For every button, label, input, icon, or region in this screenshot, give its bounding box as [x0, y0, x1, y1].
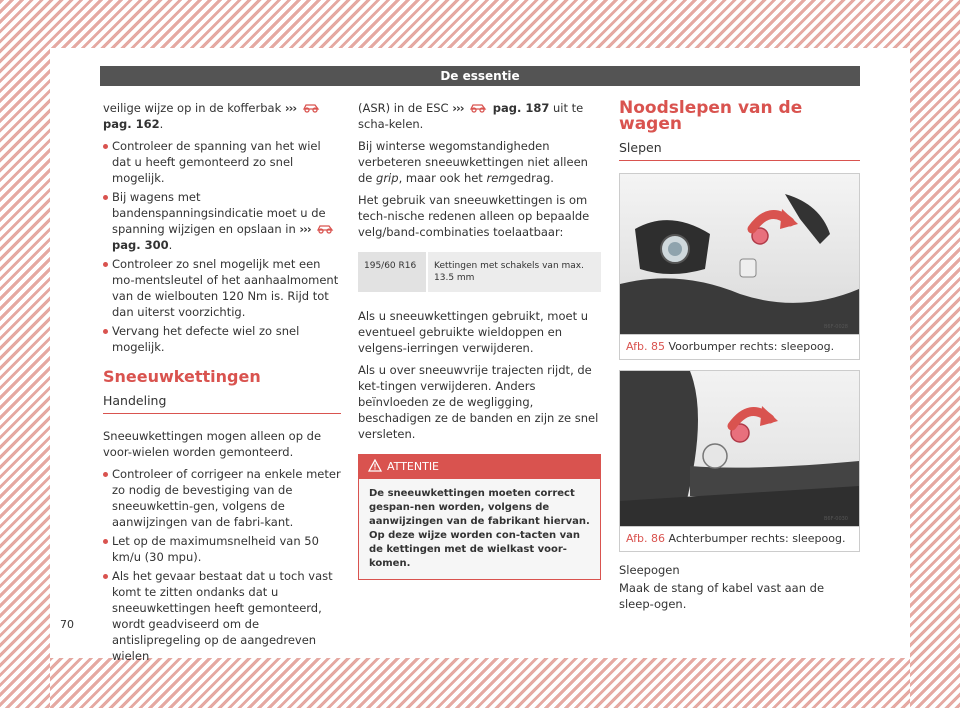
- warning-triangle-icon: [368, 459, 382, 472]
- page-number: 70: [60, 618, 74, 631]
- warning-title: ATTENTIE: [387, 460, 440, 473]
- warning-header: [359, 455, 600, 479]
- section-title: Sneeuwkettingen: [103, 367, 261, 386]
- intro-paragraph: veilige wijze op in de kofferbak ››› pag. 162.: [103, 100, 341, 132]
- figure-caption: Afb. 85 Voorbumper rechts: sleepoog.: [620, 334, 859, 359]
- figure-front-bumper: [619, 173, 860, 360]
- list-item: Controleer de spanning van het wiel dat u heeft gemonteerd zo snel mogelijk.: [103, 138, 341, 186]
- table-cell-size: 195/60 R16: [358, 252, 427, 292]
- page-reference-link[interactable]: pag. 187: [492, 101, 550, 115]
- body-paragraph: (ASR) in de ESC ››› pag. 187 uit te scha-kelen.: [358, 101, 584, 131]
- body-paragraph: Bij winterse wegomstandigheden verbeteren sneeuwkettingen niet alleen de grip, maar ook het remgedrag.: [358, 139, 588, 185]
- column-left: [103, 100, 341, 667]
- body-paragraph: Sneeuwkettingen mogen alleen op de voor-wielen worden gemonteerd.: [103, 429, 322, 459]
- column-right: [619, 100, 860, 618]
- hatch-border-left: [0, 0, 50, 708]
- reference-arrows-icon: ›››: [284, 101, 297, 115]
- figure-code: B6F-0028: [823, 324, 848, 330]
- warning-box: [358, 454, 601, 580]
- tyre-chain-table: [358, 252, 601, 292]
- page-reference-link[interactable]: pag. 300: [112, 238, 169, 252]
- subsection-title: Slepen: [619, 140, 860, 161]
- body-paragraph: Als u over sneeuwvrije trajecten rijdt, de ket-tingen verwijderen. Anders beïnvloeden ze de wegligging, beschadigen ze de banden en zijn ze snel versleten.: [358, 363, 599, 441]
- list-item: Let op de maximumsnelheid van 50 km/u (30 mpu).: [103, 533, 341, 565]
- sub-heading: Sleepogen: [619, 563, 680, 577]
- list-item: Controleer zo snel mogelijk met een mo-mentsleutel of het aanhaalmoment van de wielbouten 120 Nm is. Rijd tot dan uiterst voorzichtig.: [103, 256, 341, 320]
- rear-bumper-illustration: [620, 371, 859, 526]
- list-item: Bij wagens met bandenspanningsindicatie moet u de spanning wijzigen en opslaan in ››› pag. 300.: [103, 189, 341, 253]
- car-reference-icon: [469, 101, 487, 113]
- page-reference-link[interactable]: pag. 162: [103, 117, 160, 131]
- list-item: Vervang het defecte wiel zo snel mogelijk.: [103, 323, 341, 355]
- figure-rear-bumper: [619, 370, 860, 552]
- hatch-border-right: [910, 0, 960, 708]
- figure-caption: Afb. 86 Achterbumper rechts: sleepoog.: [620, 526, 859, 551]
- section-title: Noodslepen van de wagen: [619, 98, 803, 134]
- page-header: De essentie: [100, 66, 860, 86]
- subsection-title: Handeling: [103, 393, 341, 414]
- reference-arrows-icon: ›››: [299, 222, 311, 236]
- body-paragraph: Maak de stang of kabel vast aan de sleep-ogen.: [619, 581, 825, 611]
- table-cell-description: Kettingen met schakels van max. 13.5 mm: [427, 252, 601, 292]
- list-item: Controleer of corrigeer na enkele meter zo nodig de bevestiging van de sneeuwkettin-gen, volgens de aanwijzingen van de fabri-kant.: [103, 466, 341, 530]
- body-paragraph: Het gebruik van sneeuwkettingen is om tech-nische redenen alleen op bepaalde velg/band-combinaties toelaatbaar:: [358, 193, 590, 239]
- table-row: [358, 252, 601, 292]
- car-reference-icon: [316, 222, 334, 234]
- list-item: Als het gevaar bestaat dat u toch vast komt te zitten ondanks dat u sneeuwkettingen heeft gemonteerd, wordt geadviseerd om de antislipregeling op de aangedreven wielen: [103, 568, 341, 664]
- figure-code: B6F-0030: [823, 516, 848, 522]
- warning-text: De sneeuwkettingen moeten correct gespan-nen worden, volgens de aanwijzingen van de fabrikant hiervan. Op deze wijze worden con-tacten van de kettingen met de wielkast voor-komen.: [359, 479, 600, 579]
- car-reference-icon: [302, 101, 320, 113]
- reference-arrows-icon: ›››: [452, 101, 464, 115]
- front-bumper-illustration: [620, 174, 859, 334]
- body-paragraph: Als u sneeuwkettingen gebruikt, moet u eventueel gebruikte wieldoppen en velgens-ierringen verwijderen.: [358, 309, 589, 355]
- column-middle: [358, 100, 601, 580]
